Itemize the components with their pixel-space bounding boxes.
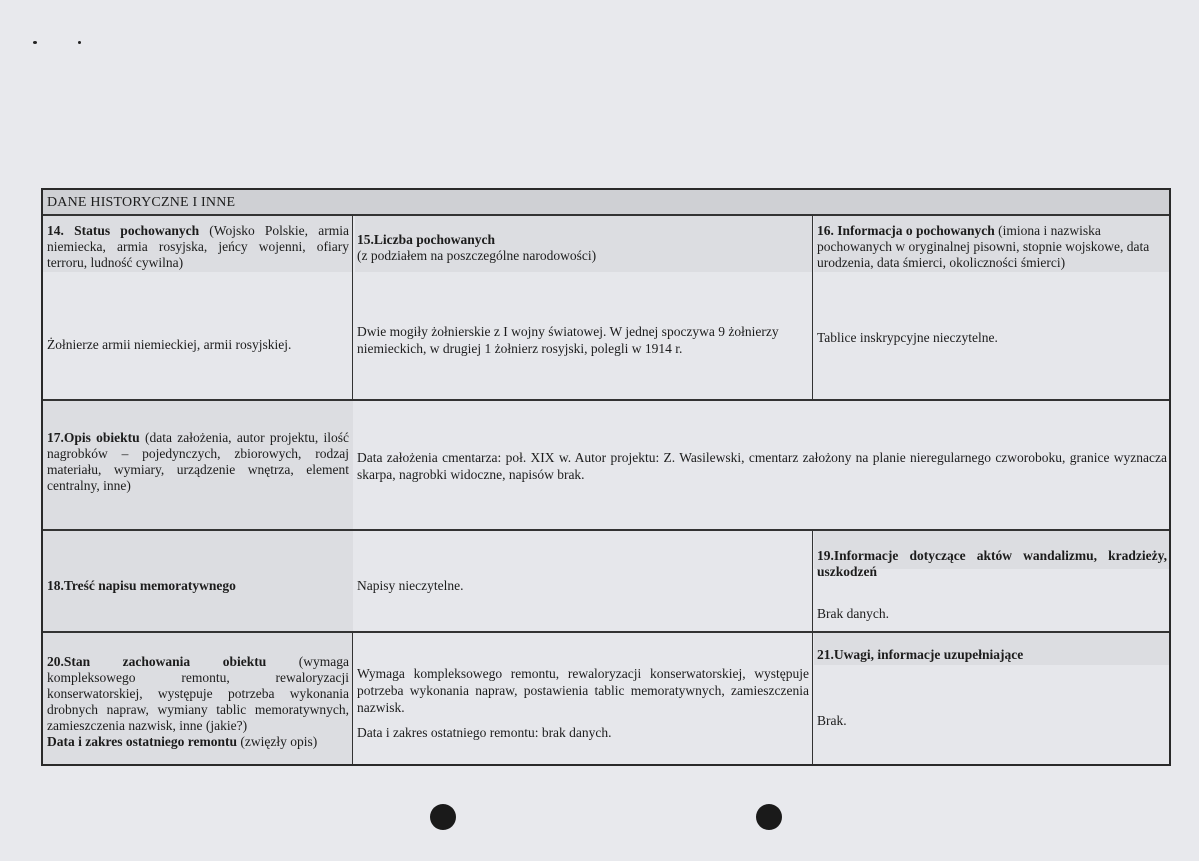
field-20-label [47,654,349,750]
field-21-title: 21.Uwagi, informacje uzupełniające [817,647,1024,662]
scan-speck [78,41,81,44]
field-19-value: Brak danych. [817,606,889,621]
field-14-title: 14. Status pochowanych [47,223,200,238]
punch-hole [430,804,456,830]
field-17-hint: (data założenia, autor projektu, ilość nagrobków – pojedynczych, zbiorowych, rodzaj materiału, wymiary, urządzenie wnętrza, element centralny, inne) [47,430,349,493]
field-21-value: Brak. [817,713,847,728]
field-15-value: Dwie mogiły żołnierskie z I wojny światowej. W jednej spoczywa 9 żołnierzy niemieckich, w drugiej 1 żołnierz rosyjski, polegli w 1914 r. [357,324,779,356]
field-20-hint: (wymaga kompleksowego remontu, rewaloryzacji konserwatorskiej, występuje potrzeba wykonania drobnych napraw, wymiany tablic memoratywnych, zamieszczenia nazwisk, inne (jakie?) [47,654,350,733]
field-18-label [47,578,349,594]
field-20-hint-2: (zwięzły opis) [236,734,318,749]
grid-line [352,633,353,764]
field-20-value: Wymaga kompleksowego remontu, rewaloryzacji konserwatorskiej, występuje potrzeba wykonania napraw, postawienia tablic memoratywnych, zamieszczenia nazwisk. [357,666,809,715]
field-20-value-2: Data i zakres ostatniego remontu: brak danych. [357,725,612,740]
grid-line [812,216,813,400]
field-18-value: Napisy nieczytelne. [357,578,464,593]
grid-line [812,531,813,764]
punch-hole [756,804,782,830]
field-18-title: 18.Treść napisu memoratywnego [47,578,236,593]
field-15-label [357,232,809,264]
field-17-label [47,430,349,494]
field-15-title: 15.Liczba pochowanych [357,232,496,247]
field-16-value: Tablice inskrypcyjne nieczytelne. [817,330,998,345]
field-16-hint: (imiona i nazwiska pochowanych w oryginalnej pisowni, stopnie wojskowe, data urodzenia, data śmierci, okoliczności śmierci) [817,223,1150,270]
historical-data-form [41,188,1171,766]
field-17-title: 17.Opis obiektu [47,430,140,445]
grid-line [43,399,1169,401]
field-17-value: Data założenia cmentarza: poł. XIX w. Autor projektu: Z. Wasilewski, cmentarz założony na planie nieregularnego czworoboku, granice wyznacza skarpa, nagrobki widoczne, napisów brak. [357,450,1167,482]
field-19-title: 19.Informacje dotyczące aktów wandalizmu, kradzieży, uszkodzeń [817,548,1167,579]
grid-line [352,216,353,400]
field-15-hint: (z podziałem na poszczególne narodowości) [357,248,597,263]
field-20-title-2: Data i zakres ostatniego remontu [47,734,237,749]
field-16-title: 16. Informacja o pochowanych [817,223,995,238]
section-header [43,190,1169,216]
field-21-label [817,647,1167,663]
grid-line [43,631,1169,633]
scan-speck [33,41,37,44]
field-19-label [817,548,1167,580]
field-14-label [47,223,349,271]
field-20-title: 20.Stan zachowania obiektu [47,654,267,669]
section-title: DANE HISTORYCZNE I INNE [47,195,236,210]
field-14-value: Żołnierze armii niemieckiej, armii rosyjskiej. [47,337,292,352]
field-16-label [817,223,1167,271]
grid-line [43,529,1169,531]
field-14-hint: (Wojsko Polskie, armia niemiecka, armia rosyjska, jeńcy wojenni, ofiary terroru, ludność cywilna) [47,223,349,270]
